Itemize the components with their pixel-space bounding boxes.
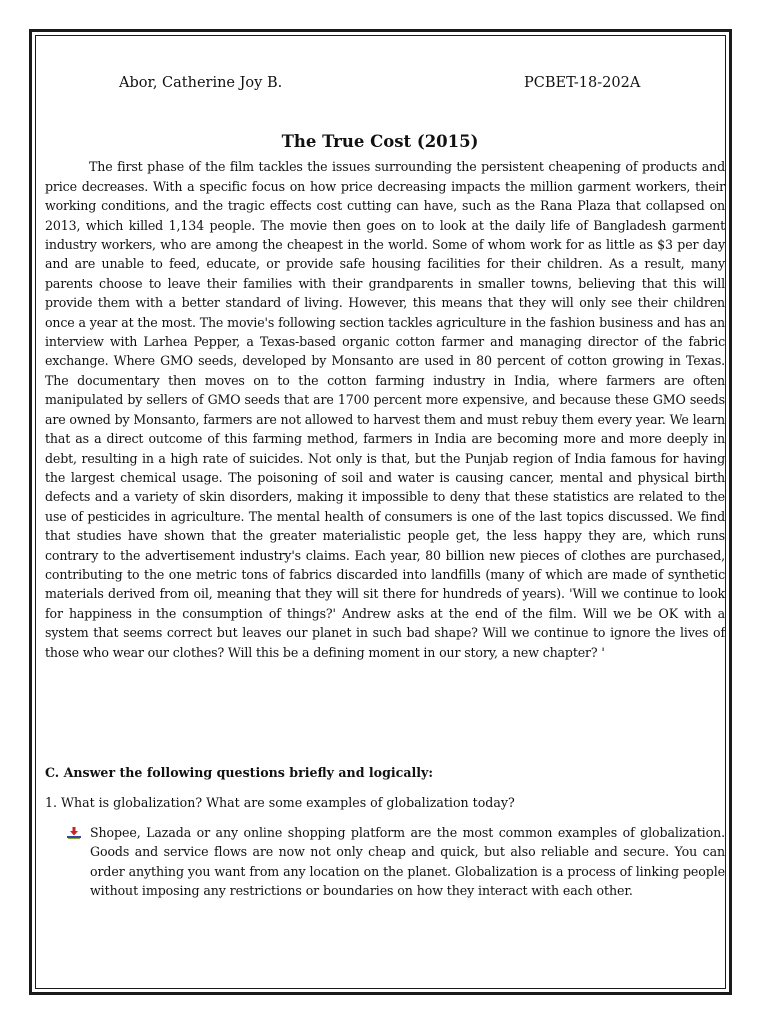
question-1: 1. What is globalization? What are some examples of globalization today? <box>45 795 515 811</box>
document-title: The True Cost (2015) <box>281 132 479 151</box>
author-name: Abor, Catherine Joy B. <box>119 75 283 91</box>
section-heading: C. Answer the following questions briefly and logically: <box>45 764 434 780</box>
document-content <box>45 70 725 900</box>
answer-text: Shopee, Lazada or any online shopping platform are the most common examples of globalization. Goods and service flows are now not only cheap and quick, but also reliable and secure. You can order anything you want from any location on the planet. Globalization is a process of linking people without imposing any restrictions or boundaries on how they interact with each other. <box>90 824 725 898</box>
down-arrow-bullet-icon <box>67 827 81 839</box>
header-row <box>45 70 725 94</box>
section-code: PCBET-18-202A <box>524 75 641 91</box>
body-paragraph: The first phase of the film tackles the issues surrounding the persistent cheapening of products and price decreases. With a specific focus on how price decreasing impacts the million garment workers, their working conditions, and the tragic effects cost cutting can have, such as the Rana Plaza that collapsed on 2013, which killed 1,134 people. The movie then goes on to look at the daily life of Bangladesh garment industry workers, who are among the cheapest in the world. Some of whom work for as little as $3 per day and are unable to feed, educate, or provide safe housing facilities for their children. As a result, many parents choose to leave their families with their grandparents in smaller towns, believing that this will provide them with a better standard of living. However, this means that they will only see their children once a year at the most. The movie's following section tackles agriculture in the fashion business and has an interview with Larhea Pepper, a Texas-based organic cotton farmer and managing director of the fabric exchange. Where GMO seeds, developed by Monsanto are used in 80 percent of cotton growing in Texas. The documentary then moves on to the cotton farming industry in India, where farmers are often manipulated by sellers of GMO seeds that are 1700 percent more expensive, and because these GMO seeds are owned by Monsanto, farmers are not allowed to harvest them and must rebuy them every year. We learn that as a direct outcome of this farming method, farmers in India are becoming more and more deeply in debt, resulting in a high rate of suicides. Not only is that, but the Punjab region of India famous for having the largest chemical usage. The poisoning of soil and water is causing cancer, mental and physical birth defects and a variety of skin disorders, making it impossible to deny that these statistics are related to the use of pesticides in agriculture. The mental health of consumers is one of the last topics discussed. We find that studies have shown that the greater materialistic people get, the less happy they are, which runs contrary to the advertisement industry's claims. Each year, 80 billion new pieces of clothes are purchased, contributing to the one metric tons of fabrics discarded into landfills (many of which are made of synthetic materials derived from oil, meaning that they will sit there for hundreds of years). 'Will we continue to look for happiness in the consumption of things?' Andrew asks at the end of the film. Will we be OK with a system that seems correct but leaves our planet in such bad shape? Will we continue to ignore the lives of those who wear our clothes? Will this be a defining moment in our story, a new chapter? ' <box>45 159 725 660</box>
answer-1 <box>45 823 725 901</box>
